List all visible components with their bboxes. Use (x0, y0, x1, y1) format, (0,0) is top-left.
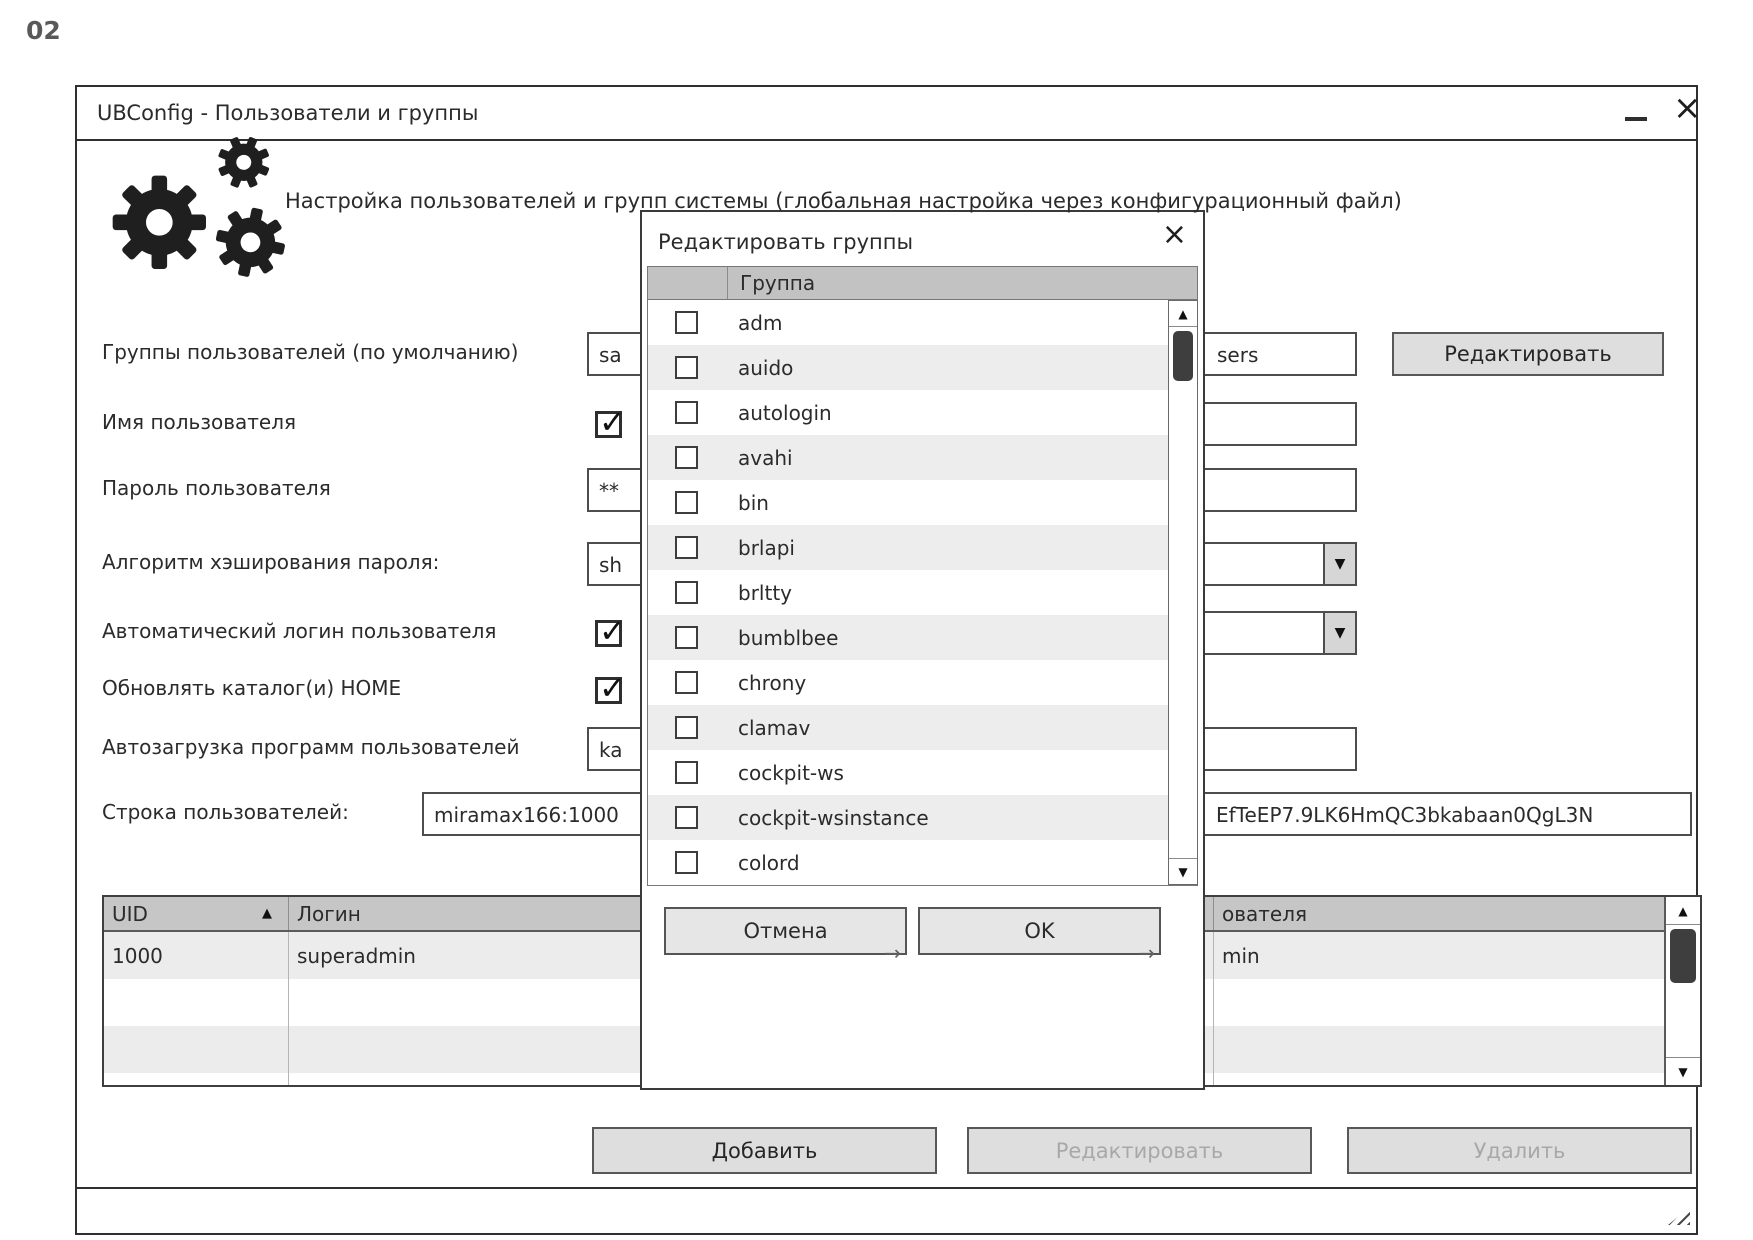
group-name: autologin (738, 400, 832, 425)
username-label: Имя пользователя (102, 410, 297, 434)
groups-value-start: sa (599, 343, 622, 367)
dialog-title: Редактировать группы (658, 230, 914, 254)
user-uid: 1000 (112, 943, 163, 968)
group-checkbox[interactable] (675, 806, 698, 829)
dropdown-arrow-icon[interactable]: ▼ (1323, 613, 1355, 653)
update-home-checkbox[interactable] (595, 669, 626, 707)
scroll-down-icon[interactable]: ▼ (1666, 1057, 1700, 1085)
add-user-button[interactable]: Добавить (592, 1127, 937, 1174)
scroll-down-icon[interactable]: ▼ (1169, 858, 1197, 884)
dropdown-arrow-icon[interactable]: ▼ (1323, 544, 1355, 584)
update-home-label: Обновлять каталог(и) HOME (102, 676, 402, 700)
link-arrow-icon: → (884, 941, 901, 965)
username-checkbox[interactable] (595, 403, 626, 441)
user-string-value-start: miramax166:1000 (434, 803, 619, 827)
check-icon: ✓ (599, 403, 626, 441)
user-string-value-end: EfTeEP7.9LK6HmQC3bkabaan0QgL3N (1216, 803, 1594, 827)
group-row[interactable] (648, 345, 1197, 390)
group-row[interactable] (648, 390, 1197, 435)
group-row[interactable] (648, 570, 1197, 615)
user-password-fragment: min (1222, 943, 1260, 968)
check-icon: ✓ (599, 669, 626, 707)
gears-icon (101, 129, 291, 279)
sort-asc-icon: ▲ (262, 906, 272, 921)
group-name: adm (738, 310, 783, 335)
scroll-up-icon[interactable]: ▲ (1666, 897, 1700, 925)
group-checkbox[interactable] (675, 716, 698, 739)
autologin-label: Автоматический логин пользователя (102, 619, 497, 643)
autostart-value-start: ka (599, 738, 623, 762)
group-column-header: Группа (740, 271, 816, 295)
group-name: cockpit-wsinstance (738, 805, 929, 830)
scrollbar-thumb[interactable] (1670, 929, 1696, 983)
column-header-login-label: Логин (297, 901, 361, 926)
group-checkbox[interactable] (675, 761, 698, 784)
scrollbar-thumb[interactable] (1173, 331, 1193, 381)
hash-algorithm-label: Алгоритм хэширования пароля: (102, 550, 440, 574)
group-name: bumblbee (738, 625, 839, 650)
group-row[interactable] (648, 840, 1197, 885)
group-list (647, 300, 1198, 886)
scroll-up-icon[interactable]: ▲ (1169, 301, 1197, 327)
link-arrow-icon: → (1138, 941, 1155, 965)
group-checkbox[interactable] (675, 356, 698, 379)
close-icon[interactable]: × (1673, 88, 1702, 128)
dialog-scrollbar[interactable] (1168, 300, 1198, 885)
group-name: clamav (738, 715, 811, 740)
group-checkbox[interactable] (675, 311, 698, 334)
group-checkbox[interactable] (675, 671, 698, 694)
cancel-button[interactable] (664, 907, 907, 965)
edit-groups-dialog (640, 210, 1205, 1090)
group-checkbox[interactable] (675, 401, 698, 424)
group-name: bin (738, 490, 769, 515)
group-name: auido (738, 355, 794, 380)
group-row[interactable] (648, 705, 1197, 750)
groups-label: Группы пользователей (по умолчанию) (102, 340, 519, 364)
group-row[interactable] (648, 525, 1197, 570)
dialog-close-icon[interactable]: × (1161, 217, 1187, 252)
group-row[interactable] (648, 300, 1197, 345)
cancel-button-label: Отмена (743, 919, 828, 943)
groups-value-end: sers (1217, 343, 1259, 367)
column-header-uid[interactable] (104, 897, 289, 930)
group-name: cockpit-ws (738, 760, 844, 785)
window-title: UBConfig - Пользователи и группы (97, 101, 479, 125)
column-header-user-password[interactable] (1214, 897, 1700, 930)
dialog-table-header (647, 266, 1198, 300)
ok-button-label: OK (1024, 919, 1055, 943)
group-checkbox[interactable] (675, 851, 698, 874)
page-number: 02 (26, 16, 61, 45)
group-name: chrony (738, 670, 807, 695)
group-name: colord (738, 850, 800, 875)
delete-user-button[interactable]: Удалить (1347, 1127, 1692, 1174)
user-login: superadmin (297, 943, 416, 968)
window-titlebar (77, 87, 1702, 141)
password-value-start: ** (599, 479, 619, 503)
resize-grip[interactable] (1668, 1207, 1690, 1225)
group-checkbox[interactable] (675, 581, 698, 604)
minimize-icon[interactable] (1625, 117, 1647, 121)
group-row[interactable] (648, 660, 1197, 705)
group-row[interactable] (648, 615, 1197, 660)
group-checkbox[interactable] (675, 626, 698, 649)
group-name: brltty (738, 580, 792, 605)
group-checkbox[interactable] (675, 536, 698, 559)
user-string-label: Строка пользователей: (102, 800, 349, 824)
edit-user-button[interactable]: Редактировать (967, 1127, 1312, 1174)
password-label: Пароль пользователя (102, 476, 331, 500)
group-name: brlapi (738, 535, 795, 560)
column-header-user-password-label: ователя (1222, 901, 1308, 926)
group-checkbox[interactable] (675, 446, 698, 469)
checkbox-column-header (648, 267, 728, 299)
group-row[interactable] (648, 750, 1197, 795)
statusbar-divider (77, 1187, 1696, 1189)
group-row[interactable] (648, 480, 1197, 525)
autostart-label: Автозагрузка программ пользователей (102, 735, 520, 759)
hash-algorithm-value-start: sh (599, 553, 623, 577)
group-checkbox[interactable] (675, 491, 698, 514)
window-description: Настройка пользователей и групп системы (глобальная настройка через конфигурационный файл) (285, 189, 1402, 213)
group-row[interactable] (648, 435, 1197, 480)
autologin-checkbox[interactable] (595, 612, 626, 650)
group-row[interactable] (648, 795, 1197, 840)
group-name: avahi (738, 445, 793, 470)
check-icon: ✓ (599, 612, 626, 650)
ok-button[interactable] (918, 907, 1161, 965)
column-header-uid-label: UID (112, 901, 148, 926)
edit-groups-button[interactable]: Редактировать (1392, 332, 1664, 376)
users-table-scrollbar[interactable] (1664, 897, 1700, 1085)
